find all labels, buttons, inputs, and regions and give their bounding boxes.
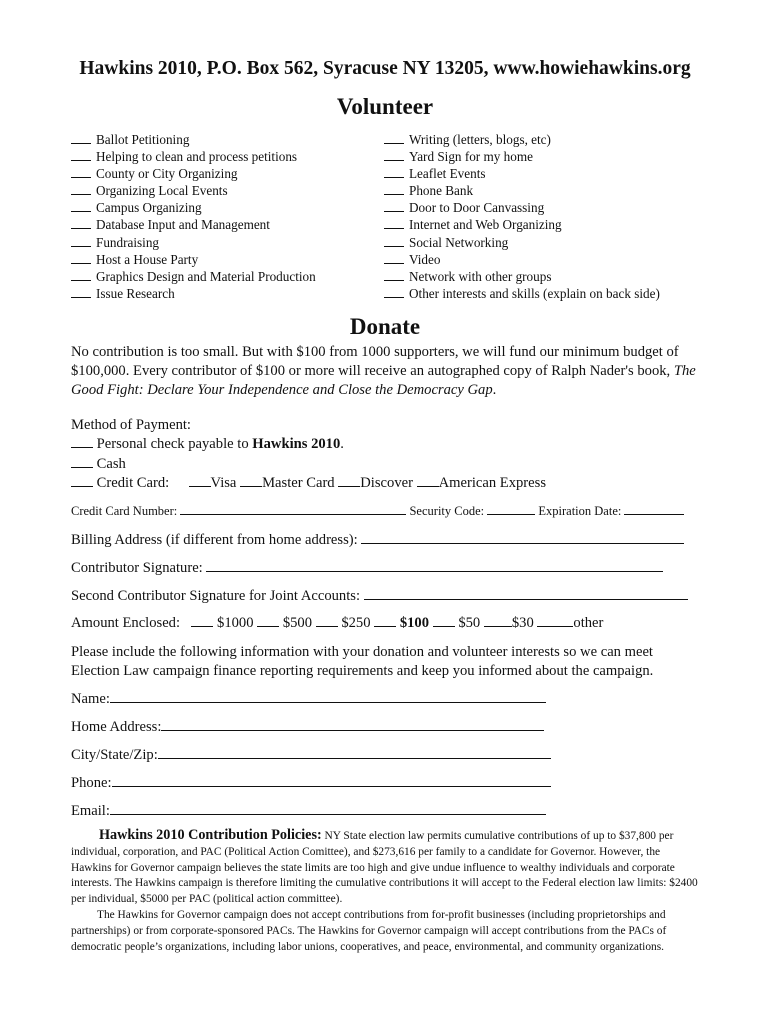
amex-blank[interactable] [417,475,439,487]
policy-paragraph-2 [71,908,703,955]
cash-label: Cash [96,456,126,472]
volunteer-item [71,268,316,285]
volunteer-item [384,251,660,268]
home-address-label: Home Address: [71,719,162,735]
volunteer-checkbox-blank[interactable] [71,149,91,161]
policy-text-2: The Hawkins for Governor campaign does not accept contributions from for-profit businesses (including proprietorships and partnerships) or from corporate-sponsored PACs. The Hawkins for Governor campaign will accept contributions from the PACs of democratic people’s organizations, including labor unions, cooperatives, and peace, environmental, and community organizations. [71,908,667,953]
mastercard-blank[interactable] [240,475,262,487]
amount-1000-blank[interactable] [191,615,213,627]
volunteer-item-label: Other interests and skills (explain on back side) [409,285,660,301]
info-text: Please include the following information with your donation and volunteer interests so we can meet Election Law campaign finance reporting requirements and keep you informed about the campaign. [71,644,654,679]
volunteer-checkbox-blank[interactable] [384,149,404,161]
volunteer-item-label: Leaflet Events [409,166,486,182]
amount-250-blank[interactable] [316,615,338,627]
volunteer-item-label: Yard Sign for my home [409,149,533,165]
policy-title: Hawkins 2010 Contribution Policies: [99,827,322,843]
billing-address-row [71,531,684,549]
volunteer-checkbox-blank[interactable] [384,252,404,264]
policy-text-1: NY State election law permits cumulative contributions of up to $37,800 per individual, corporation, and PAC (Political Action Comittee), and $273,616 per family to a candidate for Governor. However, the Hawkins for Governor campaign believes the state limits are too high and give undue influence to wealthy individuals and corporate interests. The Hawkins campaign is therefore limiting the cumulative contributions it will accept to the Federal election law limits: $2400 per individual, $5000 per PAC (political action committee). [71,830,698,906]
volunteer-item-label: Internet and Web Organizing [409,217,562,233]
credit-label: Credit Card: [96,475,170,491]
volunteer-item [71,234,316,251]
volunteer-checkbox-blank[interactable] [384,183,404,195]
policy-paragraph-1 [71,828,703,908]
volunteer-item [384,216,660,233]
volunteer-checkbox-blank[interactable] [71,235,91,247]
volunteer-item-label: County or City Organizing [96,166,238,182]
amount-30: $30 [511,615,534,631]
email-row [71,802,546,820]
home-address-row [71,718,544,736]
volunteer-item [71,199,316,216]
phone-row [71,774,551,792]
billing-address-field[interactable] [361,531,684,544]
amount-50: $50 [458,615,481,631]
volunteer-checkbox-blank[interactable] [384,269,404,281]
check-payee: Hawkins 2010 [252,436,341,452]
contribution-policies [71,828,703,955]
signature-field[interactable] [206,559,663,572]
card-number-label: Credit Card Number: [71,504,178,518]
home-address-field[interactable] [161,718,544,731]
volunteer-item [384,165,660,182]
amount-50-blank[interactable] [433,615,455,627]
second-signature-label: Second Contributor Signature for Joint Accounts: [71,588,361,604]
volunteer-checkbox-blank[interactable] [71,166,91,178]
volunteer-item-label: Social Networking [409,234,509,250]
city-state-zip-row [71,746,551,764]
name-row [71,690,546,708]
phone-label: Phone: [71,775,112,791]
book-title: The Good Fight: Declare Your Independence and Close the Democracy Gap [71,363,696,398]
credit-card-option [71,475,546,492]
volunteer-item-label: Helping to clean and process petitions [96,149,298,165]
second-signature-field[interactable] [364,587,688,600]
check-blank[interactable] [71,436,93,448]
donate-intro [71,343,721,400]
amount-500-blank[interactable] [257,615,279,627]
volunteer-item-label: Graphics Design and Material Production [96,268,316,284]
book-suffix: . [492,382,497,398]
volunteer-item [71,285,316,302]
volunteer-item-label: Database Input and Management [96,217,270,233]
visa-blank[interactable] [189,475,211,487]
volunteer-item [71,182,316,199]
volunteer-item [384,268,660,285]
amount-30-blank[interactable] [484,615,512,627]
volunteer-item [384,234,660,251]
volunteer-checkbox-blank[interactable] [384,166,404,178]
name-field[interactable] [110,690,546,703]
volunteer-item-label: Phone Bank [409,183,474,199]
volunteer-item-label: Video [409,251,441,267]
signature-label: Contributor Signature: [71,560,203,576]
volunteer-checkbox-blank[interactable] [71,132,91,144]
volunteer-checkbox-blank[interactable] [71,286,91,298]
volunteer-item [71,148,316,165]
card-details-row [71,504,684,519]
volunteer-item-label: Fundraising [96,234,160,250]
amount-other: other [573,615,604,631]
volunteer-item [384,148,660,165]
security-code-field[interactable] [487,504,535,515]
expiration-label: Expiration Date: [538,504,622,518]
amount-other-blank[interactable] [537,615,573,627]
volunteer-checkbox-blank[interactable] [71,183,91,195]
volunteer-item-label: Host a House Party [96,251,199,267]
amount-500: $500 [282,615,312,631]
cash-option [71,456,126,473]
check-suffix: . [340,436,344,452]
volunteer-heading: Volunteer [336,94,434,119]
card-mastercard: Master Card [262,475,335,491]
volunteer-checkbox-blank[interactable] [71,269,91,281]
volunteer-item-label: Network with other groups [409,268,552,284]
phone-field[interactable] [112,774,551,787]
volunteer-list-left [71,131,316,302]
amount-label: Amount Enclosed: [71,615,181,631]
card-visa: Visa [210,475,237,491]
volunteer-item [384,131,660,148]
volunteer-item [384,182,660,199]
volunteer-checkbox-blank[interactable] [71,252,91,264]
volunteer-item-label: Organizing Local Events [96,183,228,199]
volunteer-checkbox-blank[interactable] [71,200,91,212]
credit-blank[interactable] [71,475,93,487]
volunteer-item [71,165,316,182]
volunteer-item-label: Issue Research [96,285,175,301]
amount-row [71,615,603,632]
name-label: Name: [71,691,110,707]
volunteer-list-right [384,131,660,302]
volunteer-checkbox-blank[interactable] [71,217,91,229]
donate-intro-text: No contribution is too small. But with $100 from 1000 supporters, we will fund our minimum budget of $100,000. Every contributor of $100 or more will receive an autographed copy of Ralph Nader's book, [71,344,679,379]
email-label: Email: [71,803,110,819]
volunteer-item [71,216,316,233]
volunteer-checkbox-blank[interactable] [384,286,404,298]
billing-label: Billing Address (if different from home address): [71,532,358,548]
volunteer-item-label: Ballot Petitioning [96,132,190,147]
donate-heading: Donate [349,314,421,339]
volunteer-checkbox-blank[interactable] [384,235,404,247]
amount-100: $100 [399,615,429,631]
volunteer-item [71,131,316,148]
signature-row [71,559,663,577]
volunteer-item [384,285,660,302]
volunteer-checkbox-blank[interactable] [384,132,404,144]
amount-250: $250 [341,615,371,631]
volunteer-item [71,251,316,268]
volunteer-item-label: Writing (letters, blogs, etc) [409,132,551,147]
payment-method-label: Method of Payment: [71,417,191,433]
amount-1000: $1000 [217,615,254,631]
check-option [71,436,344,453]
volunteer-item-label: Campus Organizing [96,200,202,216]
discover-blank[interactable] [338,475,360,487]
card-number-field[interactable] [180,504,406,515]
volunteer-item [384,199,660,216]
volunteer-checkbox-blank[interactable] [384,200,404,212]
expiration-field[interactable] [624,504,684,515]
second-signature-row [71,587,688,605]
security-code-label: Security Code: [409,504,485,518]
check-label: Personal check payable to [96,436,249,452]
city-state-zip-field[interactable] [158,746,551,759]
volunteer-checkbox-blank[interactable] [384,217,404,229]
city-state-zip-label: City/State/Zip: [71,747,158,763]
card-amex: American Express [438,475,546,491]
card-discover: Discover [360,475,413,491]
form-header: Hawkins 2010, P.O. Box 562, Syracuse NY 13205, www.howiehawkins.org [79,58,691,79]
email-field[interactable] [110,802,546,815]
volunteer-item-label: Door to Door Canvassing [409,200,545,216]
cash-blank[interactable] [71,456,93,468]
amount-100-blank[interactable] [374,615,396,627]
